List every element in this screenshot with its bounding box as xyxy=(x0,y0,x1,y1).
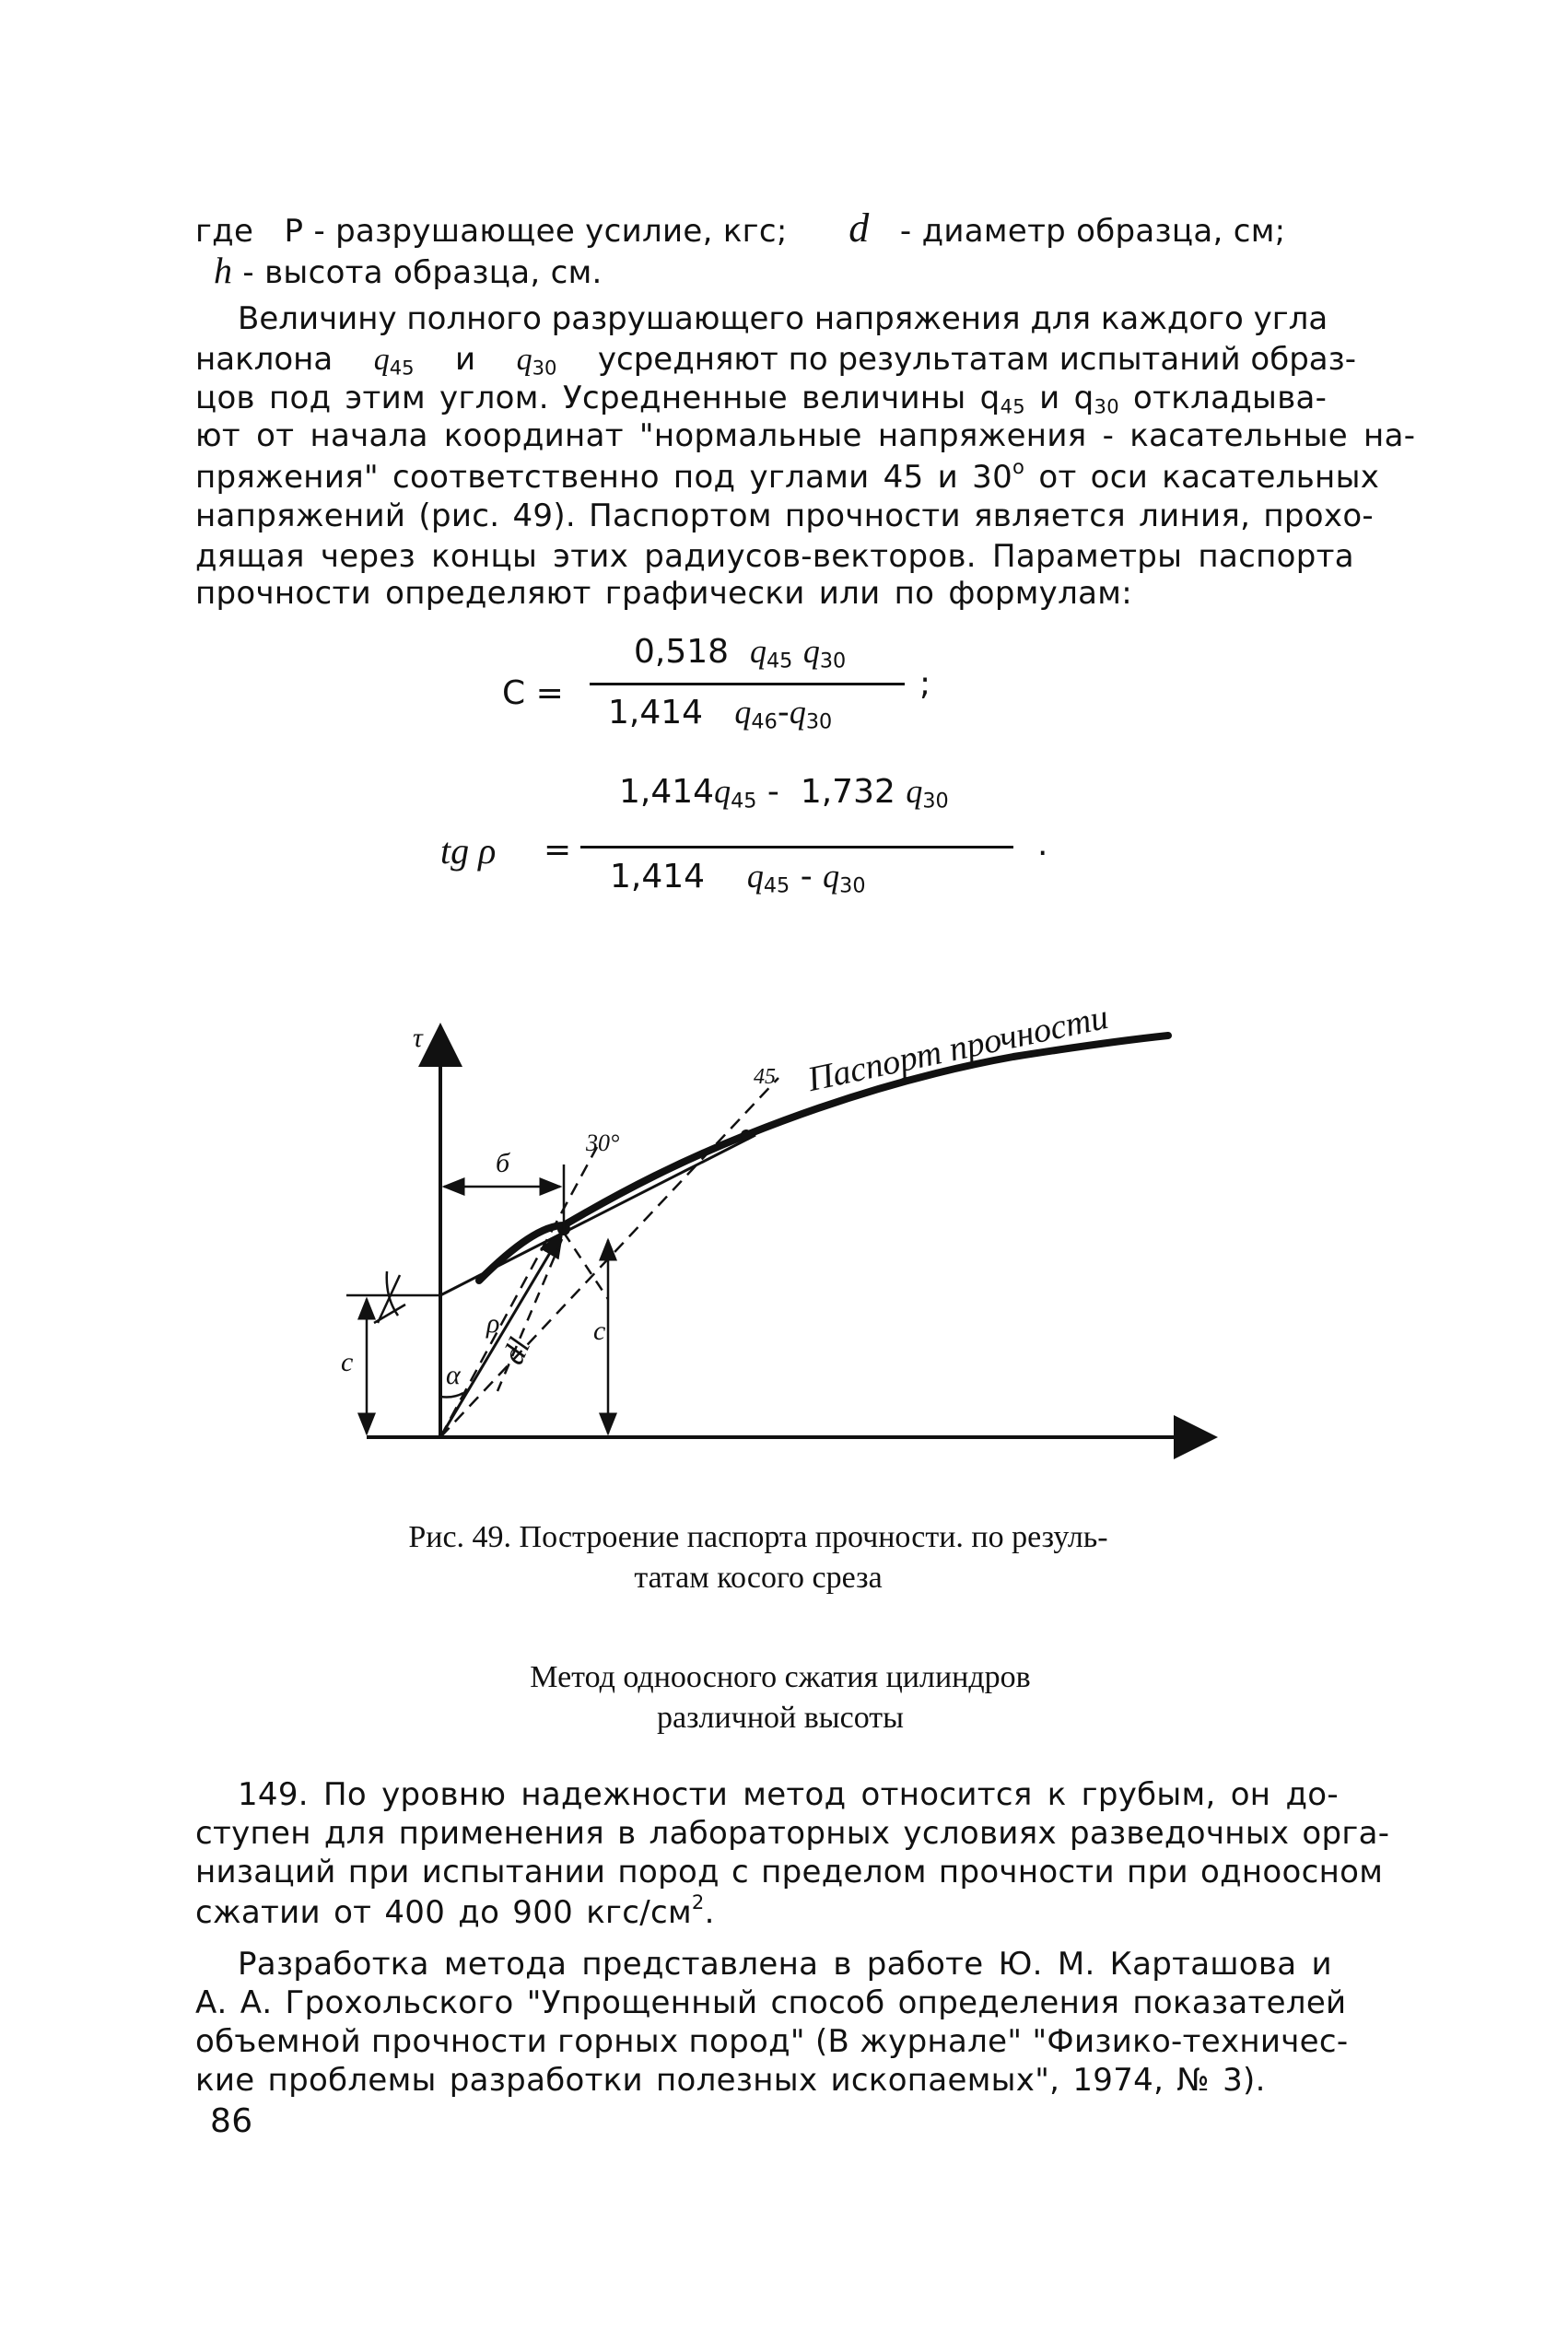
para1-word-i: и xyxy=(455,341,476,378)
figure-caption-line-2: татам косого среза xyxy=(634,1561,883,1595)
para1-text-5b: от оси касательных xyxy=(1038,458,1380,496)
superscript-2: 2 xyxy=(691,1890,705,1914)
para2-line-1 xyxy=(238,1776,1339,1813)
para2-text-2: ступен для применения в лабораторных условиях разведочных орга- xyxy=(195,1815,1390,1852)
para1-text-6: напряжений (рис. 49). Паспортом прочности является линия, прохо- xyxy=(195,497,1374,534)
label-dl: dl xyxy=(496,1332,538,1370)
label-c-left: с xyxy=(341,1347,354,1377)
para3-text-1: Разработка метода представлена в работе Ю. М. Карташова и xyxy=(238,1946,1332,1983)
para1-text-3: цов под этим углом. Усредненные величины q xyxy=(195,380,1000,416)
para1-text-7: дящая через концы этих радиусов-векторов. Параметры паспорта xyxy=(195,538,1354,575)
para3-line-3 xyxy=(195,2023,1348,2060)
p-definition: - разрушающее усилие, кгс; xyxy=(313,213,788,250)
where-word: где xyxy=(195,213,254,250)
p-symbol: P xyxy=(284,213,304,250)
q30-subscript: 30 xyxy=(1094,394,1119,418)
para2-text-3: низаций при испытании пород с пределом прочности при одноосном xyxy=(195,1854,1384,1890)
para3-text-2: А. А. Грохольского "Упрощенный способ определения показателей xyxy=(195,1984,1347,2021)
label-alpha: α xyxy=(446,1360,461,1390)
para2-text-4-end: . xyxy=(704,1893,715,1931)
tangent-line xyxy=(440,1135,755,1295)
figure-caption-line-1: Рис. 49. Построение паспорта прочности. по резуль- xyxy=(408,1520,1108,1554)
para1-text-5: пряжения" соответственно под углами 45 и 30 xyxy=(195,458,1013,496)
formula-tg-period: . xyxy=(1037,825,1048,863)
para1-text-3b: и q xyxy=(1039,380,1094,416)
tau-axis-label: τ xyxy=(413,1023,423,1053)
para2-line-2 xyxy=(195,1815,1389,1852)
formula-tg-lhs: tg ρ xyxy=(440,830,497,872)
label-30: 30° xyxy=(586,1129,620,1156)
formula-tg-denominator: 1,414 $q_{45} - q_{30}$ xyxy=(610,858,866,898)
para1-text-8: прочности определяют графически или по формулам: xyxy=(195,575,1132,612)
para1-text-1: Величину полного разрушающего напряжения для каждого угла xyxy=(238,300,1328,337)
label-45: 45 xyxy=(754,1065,776,1089)
h-definition: - высота образца, см. xyxy=(242,254,603,291)
q30-symbol: $q_{30}$ xyxy=(516,343,557,380)
para3-line-2 xyxy=(195,1984,1346,2021)
para2-line-4 xyxy=(195,1890,715,1931)
para1-text-3c: откладыва- xyxy=(1133,380,1328,416)
point-45 xyxy=(741,1129,752,1141)
d-symbol: d xyxy=(848,205,870,251)
para2-line-3 xyxy=(195,1854,1383,1890)
formula-tg-numerator: $1,414q_{45} - 1,732$ $q_{30}$ xyxy=(619,773,949,813)
rho-angle-leader xyxy=(378,1275,400,1323)
formula-tg-equals: = xyxy=(544,831,572,869)
para1-word-naklona: наклона xyxy=(195,341,333,378)
label-sigma: б xyxy=(496,1148,510,1178)
page-number: 86 xyxy=(210,2102,253,2140)
q45-symbol: $q_{45}$ xyxy=(373,343,415,380)
formula-c-lhs: C = xyxy=(502,674,564,712)
degree-mark: о xyxy=(1012,455,1025,478)
alpha-arc xyxy=(440,1393,463,1398)
label-c-right: с xyxy=(593,1316,606,1346)
formula-c-semicolon: ; xyxy=(919,665,931,703)
para2-text-4: сжатии от 400 до 900 кгс/см xyxy=(195,1893,692,1931)
ray-30 xyxy=(440,1147,597,1437)
d-definition: - диаметр образца, см; xyxy=(899,213,1286,250)
q45-subscript: 45 xyxy=(1000,394,1025,418)
section-heading-line-1: Метод одноосного сжатия цилиндров xyxy=(530,1660,1031,1694)
formula-c-numerator: 0,518 $q_{45}$ $q_{30}$ xyxy=(634,633,847,673)
para3-text-3: объемной прочности горных пород" (В журнале" "Физико-техничес- xyxy=(195,2023,1349,2060)
section-heading-line-2: различной высоты xyxy=(657,1701,904,1735)
formula-c-denominator: 1,414 $q_{46}-q_{30}$ xyxy=(608,694,833,734)
para2-text-1: 149. По уровню надежности метод относится к грубым, он до- xyxy=(238,1776,1339,1813)
para3-line-4 xyxy=(195,2062,1266,2099)
para3-text-4: кие проблемы разработки полезных ископаемых", 1974, № 3). xyxy=(195,2062,1266,2099)
label-rho: ρ xyxy=(486,1308,500,1339)
para3-line-1 xyxy=(238,1946,1332,1983)
rho-angle-leader-2 xyxy=(374,1305,405,1323)
para1-text-4: ют от начала координат "нормальные напряжения - касательные на- xyxy=(195,417,1416,454)
para1-text-2: усредняют по результатам испытаний образ- xyxy=(597,341,1356,378)
h-symbol: h xyxy=(214,250,233,291)
curve-label: Паспорт прочности xyxy=(804,997,1112,1100)
